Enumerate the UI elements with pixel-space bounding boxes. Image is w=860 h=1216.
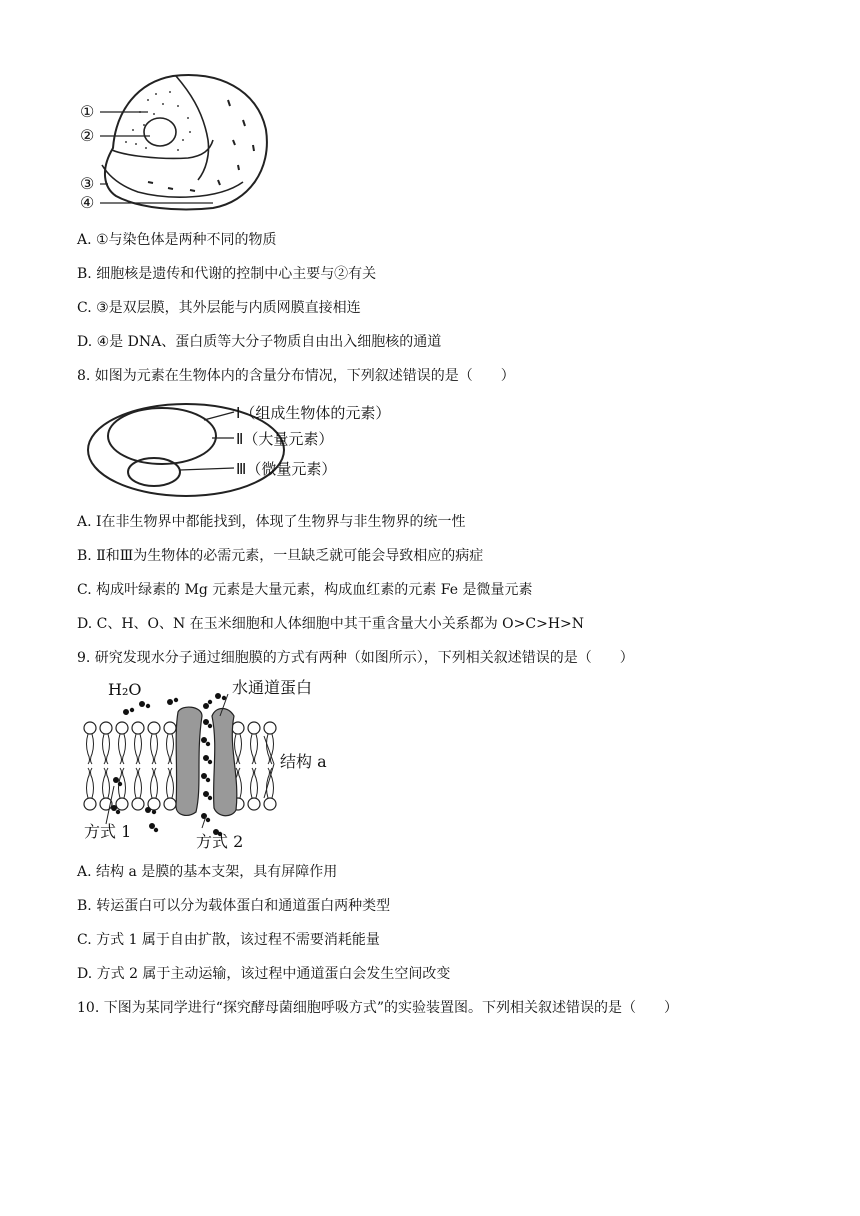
- q7-option-d: D. ④是 DNA、蛋白质等大分子物质自由出入细胞核的通道: [77, 334, 442, 350]
- nucleus-diagram: [78, 70, 273, 215]
- venn-label-1: Ⅰ（组成生物体的元素）: [236, 404, 391, 422]
- structure-a-label: 结构 a: [280, 752, 327, 771]
- venn-label-3: Ⅲ（微量元素）: [236, 460, 337, 478]
- label-2: ②: [80, 126, 95, 145]
- channel-protein-label: 水通道蛋白: [232, 678, 313, 697]
- q9-option-b: B. 转运蛋白可以分为载体蛋白和通道蛋白两种类型: [77, 898, 391, 914]
- label-4: ④: [80, 193, 95, 212]
- q8-option-b: B. Ⅱ和Ⅲ为生物体的必需元素，一旦缺乏就可能会导致相应的病症: [77, 548, 484, 564]
- q8-option-a: A. Ⅰ在非生物界中都能找到，体现了生物界与非生物界的统一性: [77, 514, 466, 530]
- label-3: ③: [80, 174, 95, 193]
- h2o-label: H₂O: [108, 680, 142, 699]
- label-1: ①: [80, 102, 95, 121]
- q7-option-c: C. ③是双层膜，其外层能与内质网膜直接相连: [77, 300, 361, 316]
- q9-option-c: C. 方式 1 属于自由扩散，该过程不需要消耗能量: [77, 932, 380, 948]
- q8-option-d: D. C、H、O、N 在玉米细胞和人体细胞中其干重含量大小关系都为 O>C>H>N: [77, 616, 585, 632]
- q9-option-d: D. 方式 2 属于主动运输，该过程中通道蛋白会发生空间改变: [77, 966, 451, 982]
- q9-option-a: A. 结构 a 是膜的基本支架，具有屏障作用: [77, 864, 338, 880]
- q7-option-a: A. ①与染色体是两种不同的物质: [77, 232, 277, 248]
- q7-option-b: B. 细胞核是遗传和代谢的控制中心主要与②有关: [77, 266, 377, 282]
- way1-label: 方式 1: [84, 822, 132, 841]
- q8-stem: 8. 如图为元素在生物体内的含量分布情况，下列叙述错误的是（ ）: [77, 368, 515, 384]
- q9-stem: 9. 研究发现水分子通过细胞膜的方式有两种（如图所示），下列相关叙述错误的是（ ）: [77, 650, 634, 666]
- venn-label-2: Ⅱ（大量元素）: [236, 430, 334, 448]
- q10-stem: 10. 下图为某同学进行“探究酵母菌细胞呼吸方式”的实验装置图。下列相关叙述错误的是（ ）: [77, 1000, 679, 1016]
- way2-label: 方式 2: [196, 832, 244, 851]
- q8-option-c: C. 构成叶绿素的 Mg 元素是大量元素，构成血红素的元素 Fe 是微量元素: [77, 582, 533, 598]
